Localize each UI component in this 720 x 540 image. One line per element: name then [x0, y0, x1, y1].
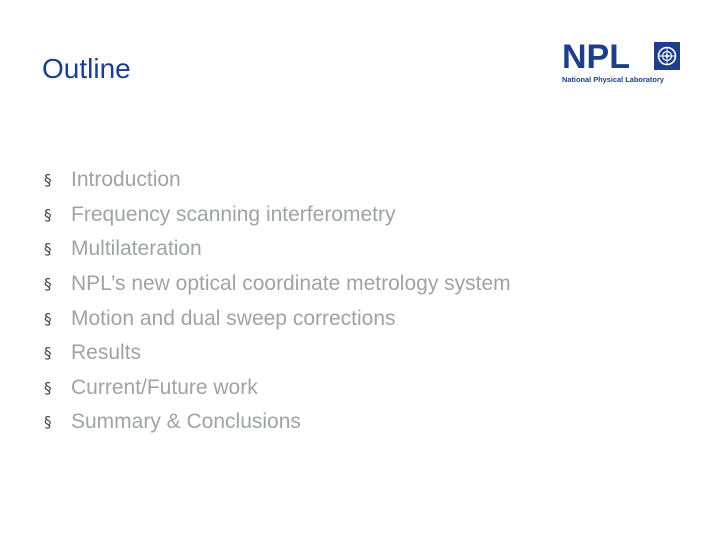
outline-item-label: Introduction — [71, 168, 181, 192]
bullet-icon: § — [44, 171, 52, 190]
slide-title: Outline — [42, 53, 131, 84]
outline-item-label: Frequency scanning interferometry — [71, 202, 396, 226]
bullet-icon: § — [44, 205, 52, 224]
outline-item — [44, 198, 511, 233]
outline-item — [44, 405, 511, 440]
outline-item-label: Motion and dual sweep corrections — [71, 306, 396, 330]
logo-subtitle: National Physical Laboratory — [562, 75, 664, 84]
outline-item — [44, 267, 511, 302]
outline-item — [44, 301, 511, 336]
outline-item-label: Results — [71, 341, 142, 365]
bullet-icon: § — [44, 309, 52, 328]
bullet-icon: § — [44, 378, 52, 397]
outline-item-label: NPL’s new optical coordinate metrology system — [71, 272, 511, 296]
npl-emblem-icon — [654, 42, 680, 70]
outline-item-label: Multilateration — [71, 237, 202, 261]
bullet-icon: § — [44, 240, 52, 259]
logo-text: NPL — [562, 38, 630, 76]
outline-item — [44, 371, 511, 406]
bullet-icon: § — [44, 413, 52, 432]
outline-item — [44, 336, 511, 371]
bullet-icon: § — [44, 344, 52, 363]
outline-item-label: Current/Future work — [71, 375, 258, 399]
npl-logo — [562, 40, 680, 86]
outline-item — [44, 163, 511, 198]
outline-list — [44, 163, 511, 440]
outline-item — [44, 232, 511, 267]
outline-item-label: Summary & Conclusions — [71, 410, 301, 434]
bullet-icon: § — [44, 275, 52, 294]
